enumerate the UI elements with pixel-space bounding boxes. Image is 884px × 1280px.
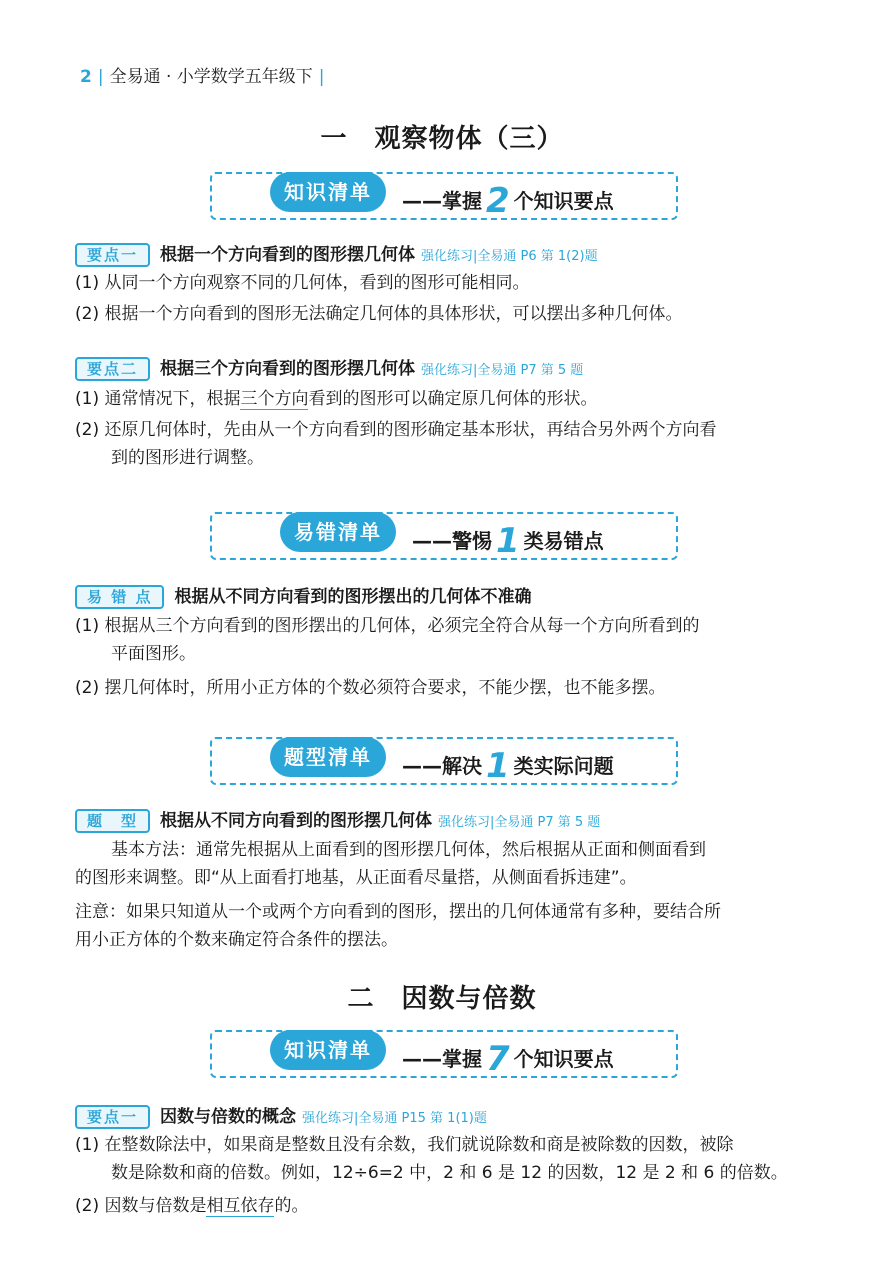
page-number: 2 [80,67,92,87]
question-type [75,806,600,833]
paragraph: (1) 根据从三个方向看到的图形摆出的几何体，必须完全符合从每一个方向所看到的 平面图形。 [75,616,700,664]
running-header: 2 | 全易通 · 小学数学五年级下 | [80,67,325,87]
error-point [75,582,531,609]
chapter-title: 一 观察物体（三） [320,124,564,154]
key-point-title: 因数与倍数的概念 [160,1107,297,1127]
banner-pill: 知识清单 [270,1030,386,1070]
error-title: 根据从不同方向看到的图形摆出的几何体不准确 [174,587,532,607]
section-banner-knowledge: 知识清单 ——掌握 2 个知识要点 [210,172,678,220]
paragraph: 基本方法：通常先根据从上面看到的图形摆几何体，然后根据从正面和侧面看到 的图形来调整。即“从上面看打地基，从正面看尽量搭，从侧面看拆违建”。 [75,840,706,888]
key-point-tag: 要点二 [75,357,150,381]
question-type-title: 根据从不同方向看到的图形摆几何体 [160,811,433,831]
practice-ref: 强化练习|全易通 P6 第 1(2)题 [421,249,598,264]
practice-ref: 强化练习|全易通 P7 第 5 题 [438,815,601,830]
paragraph: (2) 摆几何体时，所用小正方体的个数必须符合要求，不能少摆，也不能多摆。 [75,678,666,698]
question-type-tag: 题 型 [75,809,150,833]
banner-pill: 知识清单 [270,172,386,212]
key-point-title: 根据三个方向看到的图形摆几何体 [160,359,416,379]
section-banner-knowledge: 知识清单 ——掌握 7 个知识要点 [210,1030,678,1078]
practice-ref: 强化练习|全易通 P15 第 1(1)题 [302,1111,487,1126]
section-banner-errors: 易错清单 ——警惕 1 类易错点 [210,512,678,560]
key-point-1 [75,240,598,267]
key-point-2 [75,354,583,381]
paragraph: (1) 通常情况下，根据三个方向看到的图形可以确定原几何体的形状。 [75,389,598,409]
banner-pill: 易错清单 [280,512,396,552]
key-point-1 [75,1102,487,1129]
paragraph: 注意：如果只知道从一个或两个方向看到的图形，摆出的几何体通常有多种，要结合所 用小正方体的个数来确定符合条件的摆法。 [75,902,721,950]
paragraph: (2) 还原几何体时，先由从一个方向看到的图形确定基本形状，再结合另外两个方向看 到的图形进行调整。 [75,420,717,468]
key-point-tag: 要点一 [75,1105,150,1129]
book-title: 全易通 · 小学数学五年级下 [109,67,313,87]
chapter-title: 二 因数与倍数 [347,984,537,1014]
paragraph: (2) 根据一个方向看到的图形无法确定几何体的具体形状，可以摆出多种几何体。 [75,304,683,324]
paragraph: (1) 从同一个方向观察不同的几何体，看到的图形可能相同。 [75,273,530,293]
practice-ref: 强化练习|全易通 P7 第 5 题 [421,363,584,378]
paragraph: (1) 在整数除法中，如果商是整数且没有余数，我们就说除数和商是被除数的因数，被除 数是除数和商的倍数。例如，12÷6=2 中，2 和 6 是 12 的因数，12 是 2 和 6 的倍数。 [75,1135,788,1183]
error-tag: 易 错 点 [75,585,164,609]
paragraph: (2) 因数与倍数是相互依存的。 [75,1196,309,1216]
section-banner-question-types: 题型清单 ——解决 1 类实际问题 [210,737,678,785]
banner-pill: 题型清单 [270,737,386,777]
key-point-title: 根据一个方向看到的图形摆几何体 [160,245,416,265]
key-point-tag: 要点一 [75,243,150,267]
